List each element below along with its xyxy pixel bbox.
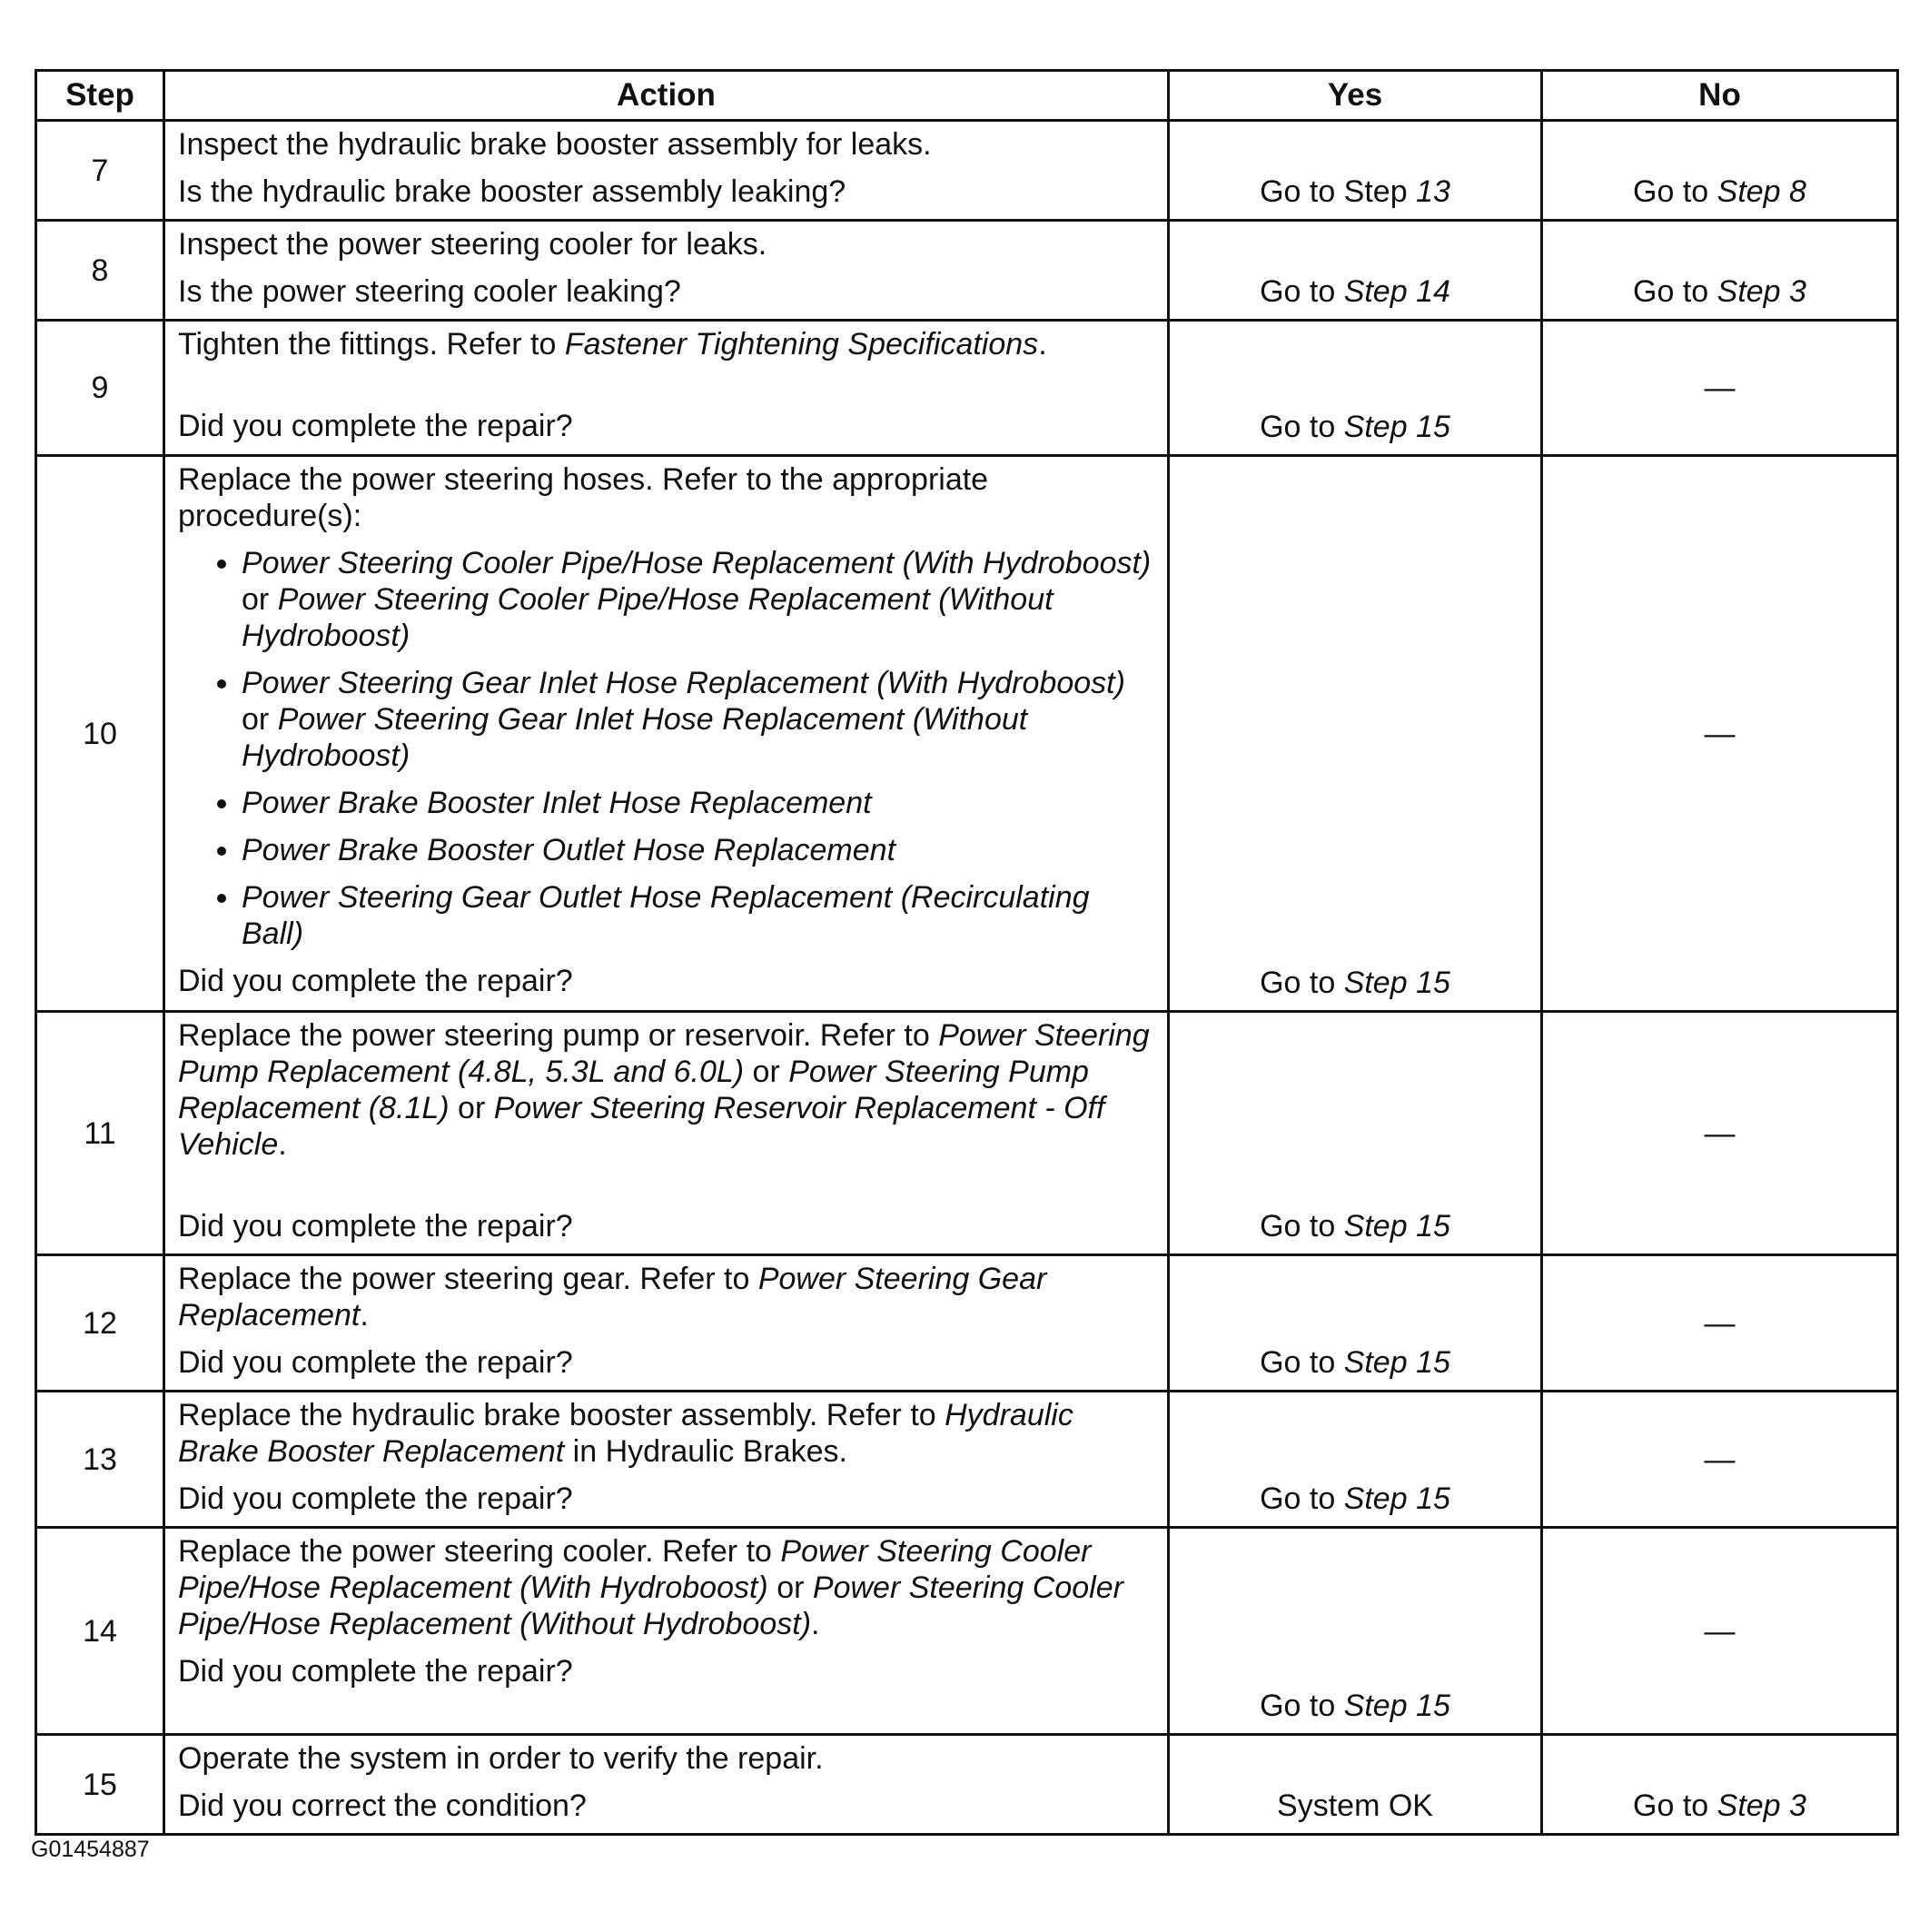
action-cell (164, 121, 1169, 221)
no-cell (1542, 1735, 1898, 1835)
action-suffix: in Hydraulic Brakes. (564, 1434, 847, 1469)
action-cell (164, 1012, 1169, 1255)
question-text: Did you complete the repair? (178, 1481, 573, 1516)
action-cell (164, 1735, 1169, 1835)
list-item (242, 879, 1154, 952)
yes-step-link[interactable]: Step 14 (1343, 274, 1450, 309)
yes-step-link[interactable]: 13 (1416, 174, 1450, 209)
or-text: or (744, 1055, 789, 1089)
no-cell: — (1542, 1528, 1898, 1735)
no-prefix: Go to (1633, 274, 1717, 309)
yes-step-link[interactable]: Step 15 (1343, 1689, 1450, 1723)
action-suffix: . (278, 1127, 287, 1162)
action-cell (164, 321, 1169, 456)
yes-prefix: Go to (1260, 1345, 1344, 1380)
header-step: Step (36, 71, 164, 121)
no-cell: — (1542, 321, 1898, 456)
no-cell: — (1542, 1392, 1898, 1528)
action-cell (164, 1255, 1169, 1392)
list-item (242, 545, 1154, 654)
action-prefix: Replace the power steering gear. Refer to (178, 1262, 758, 1296)
or-text: or (242, 702, 278, 737)
header-row (36, 71, 1898, 121)
question-text: Is the hydraulic brake booster assembly leaking? (178, 174, 846, 209)
yes-cell (1169, 1392, 1542, 1528)
yes-prefix: Go to (1260, 966, 1344, 1000)
action-text: Replace the power steering hoses. Refer to the appropriate procedure(s): (178, 462, 989, 533)
action-text: Inspect the power steering cooler for leaks. (178, 227, 767, 262)
action-suffix: . (811, 1607, 820, 1641)
step-number: 12 (36, 1255, 164, 1392)
action-text (178, 326, 1154, 362)
list-item (242, 832, 1154, 868)
table-row-step-13 (36, 1392, 1898, 1528)
question-text: Did you complete the repair? (178, 1654, 573, 1689)
yes-cell (1169, 121, 1542, 221)
yes-prefix: Go to (1260, 1481, 1344, 1516)
yes-cell (1169, 1012, 1542, 1255)
action-text (178, 1017, 1154, 1163)
yes-prefix: Go to (1260, 1209, 1344, 1243)
yes-cell (1169, 456, 1542, 1012)
action-text (178, 1261, 1154, 1333)
procedure-link[interactable]: Power Steering Gear Inlet Hose Replacement (Without Hydroboost) (242, 702, 1028, 773)
action-cell (164, 456, 1169, 1012)
question-text: Did you complete the repair? (178, 964, 573, 998)
procedure-link[interactable]: Power Brake Booster Inlet Hose Replacement (242, 786, 872, 820)
step-number: 14 (36, 1528, 164, 1735)
yes-prefix: Go to Step (1260, 174, 1417, 209)
table-row-step-9 (36, 321, 1898, 456)
no-cell (1542, 221, 1898, 321)
yes-cell (1169, 1255, 1542, 1392)
no-step-link[interactable]: Step 3 (1716, 274, 1806, 309)
no-cell (1542, 121, 1898, 221)
procedure-link[interactable]: Power Steering Pump Replacement (8.1L) (178, 1055, 1089, 1125)
diagnostic-table (35, 69, 1899, 1836)
no-step-link[interactable]: Step 8 (1716, 174, 1806, 209)
procedure-link[interactable]: Hydraulic Brake Booster Replacement (178, 1398, 1073, 1469)
question-text: Did you complete the repair? (178, 1345, 573, 1380)
or-text: or (242, 582, 278, 617)
no-prefix: Go to (1633, 174, 1717, 209)
procedure-link[interactable]: Power Steering Gear Inlet Hose Replacement (With Hydroboost) (242, 666, 1125, 700)
or-text: or (449, 1091, 494, 1125)
table-row-step-14 (36, 1528, 1898, 1735)
no-step-link[interactable]: Step 3 (1716, 1788, 1806, 1823)
no-prefix: Go to (1633, 1788, 1717, 1823)
step-number: 15 (36, 1735, 164, 1835)
action-prefix: Replace the power steering cooler. Refer to (178, 1534, 781, 1569)
procedure-link[interactable]: Power Steering Cooler Pipe/Hose Replacement (Without Hydroboost) (242, 582, 1054, 653)
yes-step-link[interactable]: Step 15 (1343, 1481, 1450, 1516)
action-cell (164, 1528, 1169, 1735)
procedure-link[interactable]: Power Steering Reservoir Replacement - Off Vehicle (178, 1091, 1105, 1162)
procedure-link[interactable]: Power Steering Cooler Pipe/Hose Replacement (With Hydroboost) (178, 1534, 1092, 1605)
action-cell (164, 1392, 1169, 1528)
header-action: Action (164, 71, 1169, 121)
action-prefix: Replace the power steering pump or reservoir. Refer to (178, 1018, 939, 1053)
action-cell (164, 221, 1169, 321)
step-number: 9 (36, 321, 164, 456)
procedure-link[interactable]: Power Steering Cooler Pipe/Hose Replacement (Without Hydroboost) (178, 1570, 1123, 1641)
step-number: 10 (36, 456, 164, 1012)
table-row-step-15 (36, 1735, 1898, 1835)
question-text: Did you complete the repair? (178, 1209, 573, 1243)
action-text: Operate the system in order to verify the repair. (178, 1741, 824, 1776)
yes-prefix: Go to (1260, 410, 1344, 444)
yes-prefix: Go to (1260, 1689, 1344, 1723)
action-suffix: . (1038, 327, 1047, 362)
action-prefix: Replace the hydraulic brake booster assembly. Refer to (178, 1398, 945, 1432)
step-number: 13 (36, 1392, 164, 1528)
table-row-step-11 (36, 1012, 1898, 1255)
procedure-link[interactable]: Fastener Tightening Specifications (564, 327, 1039, 362)
action-suffix: . (360, 1298, 369, 1333)
no-cell: — (1542, 456, 1898, 1012)
table-row-step-7 (36, 121, 1898, 221)
procedure-list (178, 545, 1154, 952)
yes-step-link[interactable]: Step 15 (1343, 1345, 1450, 1380)
header-no: No (1542, 71, 1898, 121)
question-text: Is the power steering cooler leaking? (178, 274, 681, 309)
procedure-link[interactable]: Power Brake Booster Outlet Hose Replacement (242, 833, 896, 867)
procedure-link[interactable]: Power Steering Gear Outlet Hose Replacement (Recirculating Ball) (242, 880, 1090, 951)
procedure-link[interactable]: Power Steering Cooler Pipe/Hose Replacement (With Hydroboost) (242, 546, 1152, 580)
yes-cell: System OK (1169, 1735, 1542, 1835)
procedure-link[interactable]: Power Steering Pump Replacement (4.8L, 5.3L and 6.0L) (178, 1018, 1150, 1089)
yes-step-link[interactable]: Step 15 (1343, 966, 1450, 1000)
action-text: Inspect the hydraulic brake booster assembly for leaks. (178, 127, 932, 162)
step-number: 8 (36, 221, 164, 321)
no-cell: — (1542, 1012, 1898, 1255)
question-text: Did you correct the condition? (178, 1788, 587, 1823)
no-cell: — (1542, 1255, 1898, 1392)
yes-cell (1169, 221, 1542, 321)
table-row-step-10 (36, 456, 1898, 1012)
or-text: or (767, 1570, 813, 1605)
step-number: 7 (36, 121, 164, 221)
figure-id: G01454887 (31, 1837, 150, 1862)
yes-step-link[interactable]: Step 15 (1343, 1209, 1450, 1243)
question-text: Did you complete the repair? (178, 409, 573, 443)
yes-step-link[interactable]: Step 15 (1343, 410, 1450, 444)
header-yes: Yes (1169, 71, 1542, 121)
yes-cell (1169, 1528, 1542, 1735)
step-number: 11 (36, 1012, 164, 1255)
action-text (178, 1533, 1154, 1642)
yes-cell (1169, 321, 1542, 456)
table-row-step-12 (36, 1255, 1898, 1392)
action-text (178, 1397, 1154, 1470)
yes-prefix: Go to (1260, 274, 1344, 309)
list-item (242, 785, 1154, 821)
table-row-step-8 (36, 221, 1898, 321)
procedure-link[interactable]: Power Steering Gear Replacement (178, 1262, 1047, 1333)
list-item (242, 665, 1154, 774)
action-prefix: Tighten the fittings. Refer to (178, 327, 565, 362)
